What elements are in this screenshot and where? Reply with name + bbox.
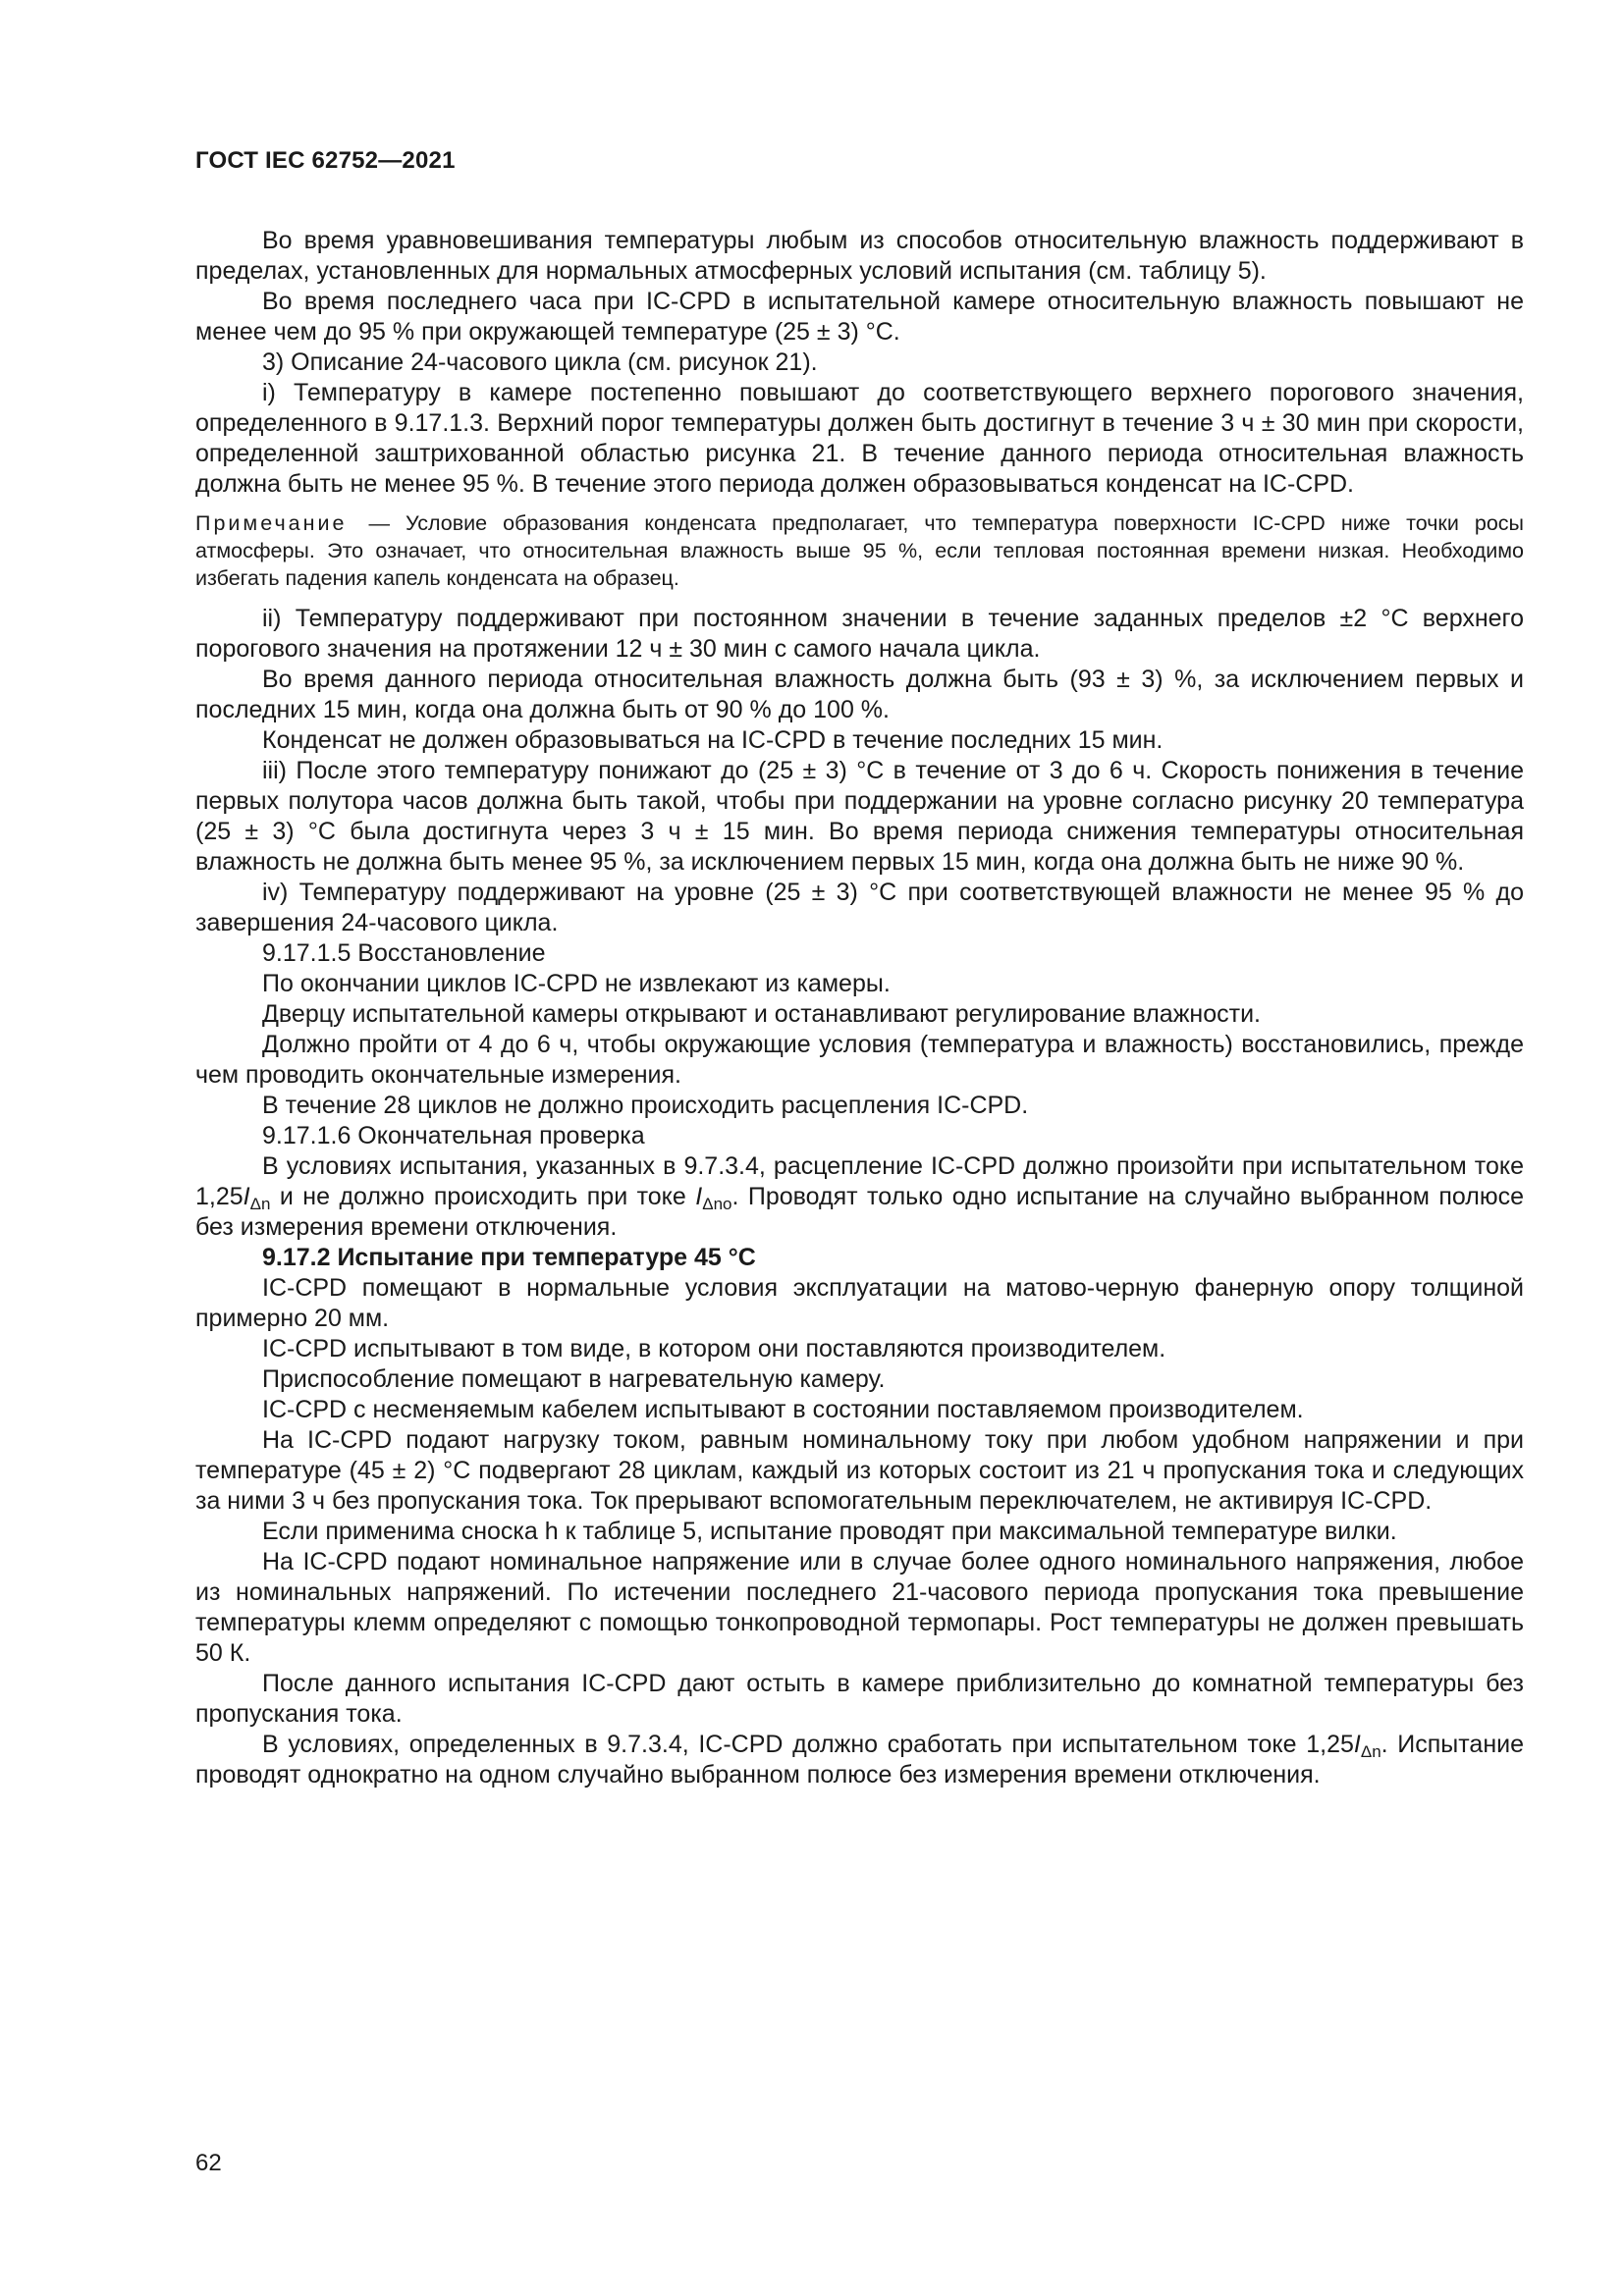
paragraph: В условиях испытания, указанных в 9.7.3.4, расцепление IC-CPD должно произойти при испытательном токе $1,25I_{\Delta n}$ и не должно происходить при токе $I_{\Delta no}$. Проводят только одно испытание на случайно выбранном полюсе без измерения времени отключения. <box>195 1152 1524 1241</box>
current-symbol: I <box>1353 1731 1361 1758</box>
paragraph: После данного испытания IC-CPD дают остыть в камере приблизительно до комнатной температуры без пропускания тока. <box>195 1670 1524 1728</box>
paragraph: Если применима сноска h к таблице 5, испытание проводят при максимальной температуре вилки. <box>262 1518 1397 1545</box>
section-heading: 9.17.1.5 Восстановление <box>262 939 546 967</box>
current-subscript: Δno <box>702 1195 732 1213</box>
current-subscript: Δn <box>1360 1742 1381 1761</box>
paragraph: 3) Описание 24-часового цикла (см. рисунок 21). <box>262 348 818 376</box>
paragraph: Во время данного периода относительная влажность должна быть (93 ± 3) %, за исключением первых и последних 15 мин, когда она должна быть от 90 % до 100 %. <box>195 666 1524 723</box>
paragraph: Дверцу испытательной камеры открывают и останавливают регулирование влажности. <box>262 1000 1262 1028</box>
current-symbol: I <box>243 1183 250 1210</box>
paragraph: На IC-CPD подают нагрузку током, равным номинальному току при любом удобном напряжении и при температуре (45 ± 2) °С подвергают 28 циклам, каждый из которых состоит из 21 ч пропускания тока и следующих за ними 3 ч без пропускания тока. Ток прерывают вспомогательным переключателем, не активируя IC-CPD. <box>195 1426 1524 1515</box>
paragraph: IC-CPD помещают в нормальные условия эксплуатации на матово-черную фанерную опору толщиной примерно 20 мм. <box>195 1274 1524 1332</box>
paragraph: Во время уравновешивания температуры любым из способов относительную влажность поддерживают в пределах, установленных для нормальных атмосферных условий испытания (см. таблицу 5). <box>195 227 1524 285</box>
document-header: ГОСТ IEC 62752—2021 <box>195 147 456 174</box>
paragraph: В течение 28 циклов не должно происходить расцепления IC-CPD. <box>262 1092 1029 1119</box>
paragraph: Во время последнего часа при IC-CPD в испытательной камере относительную влажность повышают не менее чем до 95 % при окружающей температуре (25 ± 3) °С. <box>195 288 1524 346</box>
paragraph: Приспособление помещают в нагревательную камеру. <box>262 1365 886 1393</box>
paragraph: i) Температуру в камере постепенно повышают до соответствующего верхнего порогового значения, определенного в 9.17.1.3. Верхний порог температуры должен быть достигнут в течение 3 ч ± 30 мин при скорости, определенной заштрихованной областью рисунка 21. В течение данного периода относительная влажность должна быть не менее 95 %. В течение этого периода должен образовываться конденсат на IC-CPD. <box>195 379 1524 498</box>
paragraph: iii) После этого температуру понижают до (25 ± 3) °С в течение от 3 до 6 ч. Скорость понижения в течение первых полутора часов должна быть такой, чтобы при поддержании на уровне согласно рисунку 20 температура (25 ± 3) °С была достигнута через 3 ч ± 15 мин. Во время периода снижения температуры относительная влажность не должна быть менее 95 %, за исключением первых 15 мин, когда она должна быть не ниже 90 %. <box>195 757 1524 876</box>
current-symbol: I <box>695 1183 703 1210</box>
paragraph: IC-CPD испытывают в том виде, в котором они поставляются производителем. <box>262 1335 1166 1362</box>
document-body <box>195 226 1524 1790</box>
paragraph: По окончании циклов IC-CPD не извлекают из камеры. <box>262 970 891 997</box>
note <box>195 509 1524 592</box>
paragraph: Конденсат не должен образовываться на IC-CPD в течение последних 15 мин. <box>262 726 1164 754</box>
note-text: — Условие образования конденсата предполагает, что температура поверхности IC-CPD ниже точки росы атмосферы. Это означает, что относительная влажность выше 95 %, если тепловая постоянная времени низкая. Необходимо избегать падения капель конденсата на образец. <box>195 511 1524 590</box>
paragraph: IC-CPD с несменяемым кабелем испытывают в состоянии поставляемом производителем. <box>262 1396 1304 1423</box>
paragraph: iv) Температуру поддерживают на уровне (25 ± 3) °С при соответствующей влажности не менее 95 % до завершения 24-часового цикла. <box>195 879 1524 936</box>
page-number: 62 <box>195 2150 222 2176</box>
current-subscript: Δn <box>249 1195 271 1213</box>
section-heading-bold: 9.17.2 Испытание при температуре 45 °С <box>262 1244 756 1271</box>
section-heading: 9.17.1.6 Окончательная проверка <box>262 1122 645 1149</box>
paragraph: В условиях, определенных в 9.7.3.4, IC-CPD должно сработать при испытательном токе $1,25I_{\Delta n}$. Испытание проводят однократно на одном случайно выбранном полюсе без измерения времени отключения. <box>195 1731 1524 1789</box>
paragraph: На IC-CPD подают номинальное напряжение или в случае более одного номинального напряжения, любое из номинальных напряжений. По истечении последнего 21-часового периода пропускания тока превышение температуры клемм определяют с помощью тонкопроводной термопары. Рост температуры не должен превышать 50 К. <box>195 1548 1524 1667</box>
note-label: Примечание <box>195 511 348 535</box>
paragraph: Должно пройти от 4 до 6 ч, чтобы окружающие условия (температура и влажность) восстановились, прежде чем проводить окончательные измерения. <box>195 1031 1524 1089</box>
paragraph: ii) Температуру поддерживают при постоянном значении в течение заданных пределов ±2 °С верхнего порогового значения на протяжении 12 ч ± 30 мин с самого начала цикла. <box>195 605 1524 663</box>
